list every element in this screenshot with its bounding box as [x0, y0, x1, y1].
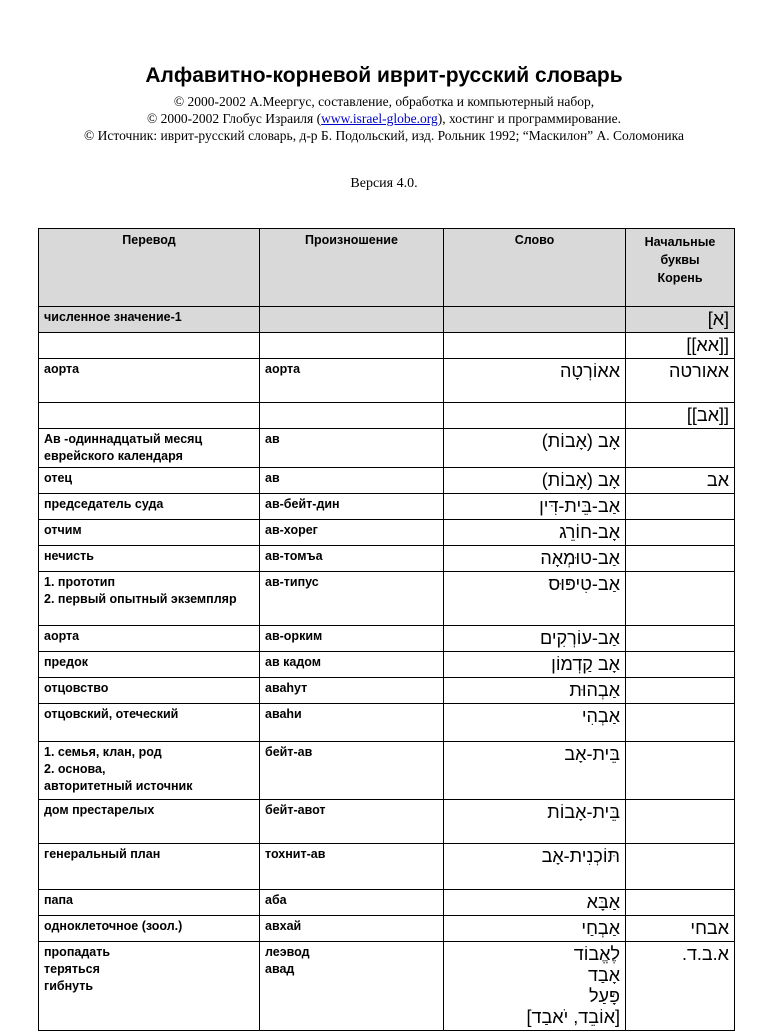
- cell-translation: [39, 403, 260, 429]
- header-root: Начальные буквы Корень: [626, 229, 735, 307]
- table-row: [39, 626, 735, 652]
- version-label: Версия 4.0.: [350, 176, 418, 191]
- table-row: [39, 652, 735, 678]
- dictionary-rows: [39, 307, 735, 1031]
- cell-word: [444, 403, 626, 429]
- cell-root: [626, 546, 735, 572]
- cell-translation: отцовский, отеческий: [39, 704, 260, 742]
- table-row: [39, 333, 735, 359]
- cell-word: [444, 333, 626, 359]
- cell-word: אָב (אָבוֹת): [444, 468, 626, 494]
- cell-translation: отец: [39, 468, 260, 494]
- cell-pronunciation: аваhи: [260, 704, 444, 742]
- cell-pronunciation: ав: [260, 429, 444, 468]
- cell-translation: нечисть: [39, 546, 260, 572]
- cell-root: [[אא]]: [626, 333, 735, 359]
- cell-translation: [39, 333, 260, 359]
- cell-pronunciation: авхай: [260, 916, 444, 942]
- table-row: [39, 742, 735, 800]
- cell-translation: председатель суда: [39, 494, 260, 520]
- credit-line-2: [0, 111, 768, 127]
- cell-word: אָב קַדְמוֹן: [444, 652, 626, 678]
- cell-translation: генеральный план: [39, 844, 260, 890]
- table-row: [39, 403, 735, 429]
- cell-pronunciation: ав: [260, 468, 444, 494]
- cell-pronunciation: ав-типус: [260, 572, 444, 626]
- credit-line-1: © 2000-2002 А.Меергус, составление, обработка и компьютерный набор,: [173, 94, 595, 109]
- credit-line-2-after: ), хостинг и программирование.: [437, 111, 621, 126]
- cell-word: [444, 307, 626, 333]
- cell-word: אַבָּא: [444, 890, 626, 916]
- cell-translation: 1. семья, клан, род 2. основа, авторитетный источник: [39, 742, 260, 800]
- cell-pronunciation: бейт-ав: [260, 742, 444, 800]
- table-row: [39, 359, 735, 403]
- israel-globe-link[interactable]: www.israel-globe.org: [321, 111, 438, 126]
- cell-pronunciation: ав-бейт-дин: [260, 494, 444, 520]
- cell-pronunciation: аба: [260, 890, 444, 916]
- cell-word: אָב-חוֹרֵג: [444, 520, 626, 546]
- cell-pronunciation: леэвод авад: [260, 942, 444, 1031]
- cell-translation: аорта: [39, 626, 260, 652]
- cell-pronunciation: [260, 333, 444, 359]
- cell-word: תּוֹכְנִית-אָב: [444, 844, 626, 890]
- cell-pronunciation: [260, 403, 444, 429]
- cell-root: [626, 572, 735, 626]
- table-row: [39, 494, 735, 520]
- cell-translation: дом престарелых: [39, 800, 260, 844]
- cell-word: בֵּית-אָבוֹת: [444, 800, 626, 844]
- cell-root: [626, 800, 735, 844]
- cell-pronunciation: ав кадом: [260, 652, 444, 678]
- header-translation: Перевод: [39, 229, 260, 307]
- cell-word: אַב-בֵּית-דִּין: [444, 494, 626, 520]
- table-row: [39, 572, 735, 626]
- table-row: [39, 520, 735, 546]
- cell-translation: одноклеточное (зоол.): [39, 916, 260, 942]
- cell-pronunciation: аваhут: [260, 678, 444, 704]
- table-row: [39, 800, 735, 844]
- cell-translation: отцовство: [39, 678, 260, 704]
- cell-translation: предок: [39, 652, 260, 678]
- cell-pronunciation: ав-орким: [260, 626, 444, 652]
- cell-translation: 1. прототип 2. первый опытный экземпляр: [39, 572, 260, 626]
- cell-word: לֶאֱבוֹד אָבַד פָּעַל [אוֹבֵד, יֹאבַד]: [444, 942, 626, 1031]
- cell-word: אַבְהִי: [444, 704, 626, 742]
- table-row: [39, 916, 735, 942]
- cell-root: [626, 704, 735, 742]
- cell-root: [626, 429, 735, 468]
- cell-word: אַב-עוֹרְקִים: [444, 626, 626, 652]
- cell-root: [626, 626, 735, 652]
- cell-translation: Ав -одиннадцатый месяц еврейского календаря: [39, 429, 260, 468]
- credit-line-3: © Источник: иврит-русский словарь, д-р Б. Подольский, изд. Рольник 1992; “Маскилон” А. Соломоника: [84, 128, 684, 143]
- cell-root: [א]: [626, 307, 735, 333]
- table-row: [39, 468, 735, 494]
- cell-pronunciation: ав-хорег: [260, 520, 444, 546]
- table-row: [39, 704, 735, 742]
- cell-root: א.ב.ד.: [626, 942, 735, 1031]
- cell-root: [626, 742, 735, 800]
- cell-translation: отчим: [39, 520, 260, 546]
- cell-root: [626, 890, 735, 916]
- cell-word: אָב (אָבוֹת): [444, 429, 626, 468]
- cell-word: בֵּית-אָב: [444, 742, 626, 800]
- cell-root: אבחי: [626, 916, 735, 942]
- cell-pronunciation: аорта: [260, 359, 444, 403]
- cell-pronunciation: бейт-авот: [260, 800, 444, 844]
- dictionary-table: [38, 228, 735, 1031]
- cell-pronunciation: тохнит-ав: [260, 844, 444, 890]
- table-row: [39, 429, 735, 468]
- cell-translation: папа: [39, 890, 260, 916]
- page-title: Алфавитно-корневой иврит-русский словарь: [145, 64, 623, 87]
- cell-root: [626, 844, 735, 890]
- cell-word: אאוֹרְטָה: [444, 359, 626, 403]
- cell-pronunciation: [260, 307, 444, 333]
- cell-root: [626, 652, 735, 678]
- table-row: [39, 844, 735, 890]
- table-row: [39, 942, 735, 1031]
- header-pronunciation: Произношение: [260, 229, 444, 307]
- cell-root: [[אב]]: [626, 403, 735, 429]
- cell-word: אַבְהוּת: [444, 678, 626, 704]
- cell-word: אַב-טוּמְאָה: [444, 546, 626, 572]
- table-row: [39, 678, 735, 704]
- table-row: [39, 890, 735, 916]
- header-word: Слово: [444, 229, 626, 307]
- table-row: [39, 307, 735, 333]
- cell-root: [626, 494, 735, 520]
- cell-root: אאורטה: [626, 359, 735, 403]
- cell-translation: пропадать теряться гибнуть: [39, 942, 260, 1031]
- cell-root: [626, 678, 735, 704]
- table-row: [39, 546, 735, 572]
- credit-line-2-before: © 2000-2002 Глобус Израиля (: [147, 111, 322, 126]
- cell-translation: аорта: [39, 359, 260, 403]
- cell-word: אַבְחַי: [444, 916, 626, 942]
- cell-root: אב: [626, 468, 735, 494]
- cell-translation: численное значение-1: [39, 307, 260, 333]
- cell-root: [626, 520, 735, 546]
- cell-pronunciation: ав-томъа: [260, 546, 444, 572]
- cell-word: אַב-טִיפּוּס: [444, 572, 626, 626]
